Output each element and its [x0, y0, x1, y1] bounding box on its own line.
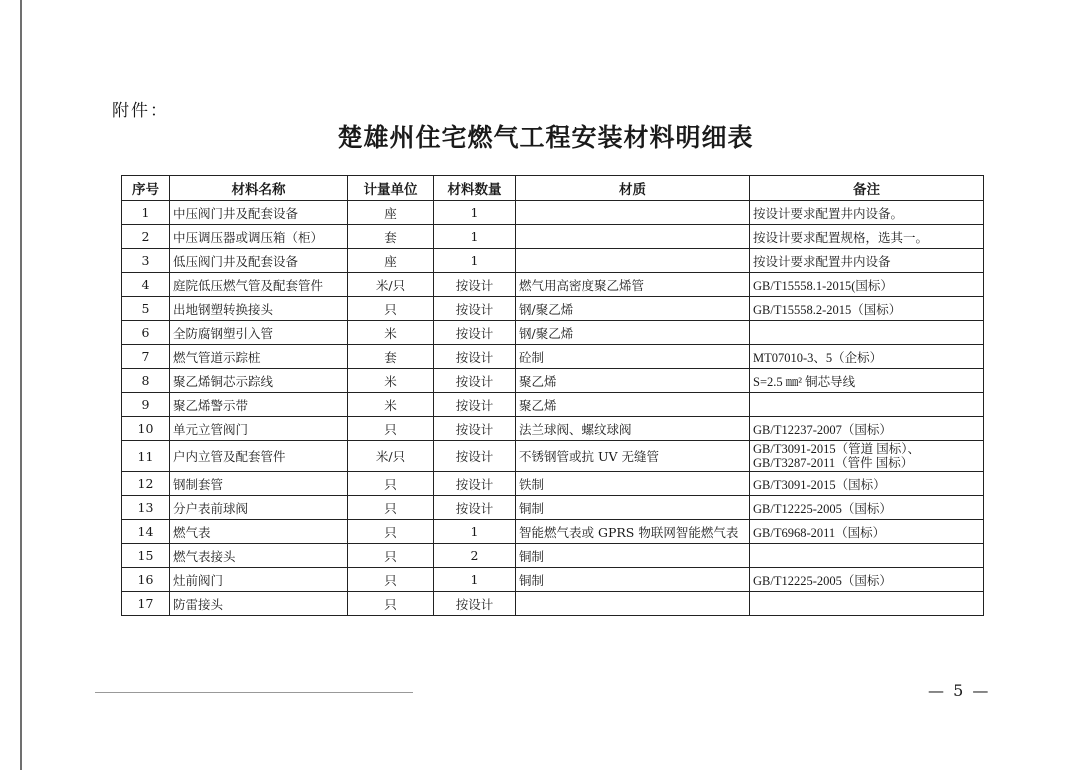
table-row	[122, 496, 984, 520]
cell-material: 铁制	[516, 472, 750, 496]
cell-name: 钢制套管	[170, 472, 348, 496]
cell-note: 按设计要求配置井内设备	[750, 249, 984, 273]
cell-name: 单元立管阀门	[170, 417, 348, 441]
cell-no: 9	[122, 393, 170, 417]
materials-table	[121, 175, 984, 616]
cell-note: GB/T12237-2007（国标）	[750, 417, 984, 441]
cell-material: 钢/聚乙烯	[516, 297, 750, 321]
cell-name: 全防腐钢塑引入管	[170, 321, 348, 345]
cell-qty: 按设计	[434, 393, 516, 417]
cell-no: 10	[122, 417, 170, 441]
table-row	[122, 544, 984, 568]
cell-qty: 按设计	[434, 592, 516, 616]
cell-qty: 1	[434, 249, 516, 273]
cell-unit: 只	[348, 417, 434, 441]
cell-qty: 1	[434, 225, 516, 249]
cell-name: 防雷接头	[170, 592, 348, 616]
cell-unit: 只	[348, 568, 434, 592]
cell-note: GB/T15558.2-2015（国标）	[750, 297, 984, 321]
cell-qty: 按设计	[434, 297, 516, 321]
cell-unit: 米	[348, 393, 434, 417]
cell-note	[750, 441, 984, 472]
cell-name: 庭院低压燃气管及配套管件	[170, 273, 348, 297]
cell-note: GB/T6968-2011（国标）	[750, 520, 984, 544]
table-row	[122, 520, 984, 544]
table-row	[122, 417, 984, 441]
cell-material	[516, 249, 750, 273]
cell-name: 中压阀门井及配套设备	[170, 201, 348, 225]
table-row	[122, 225, 984, 249]
cell-note-line-1: GB/T3091-2015（管道 国标）、	[753, 442, 921, 456]
cell-unit: 座	[348, 249, 434, 273]
page-number: — 5 —	[928, 681, 991, 700]
cell-no: 14	[122, 520, 170, 544]
cell-note: GB/T15558.1-2015(国标）	[750, 273, 984, 297]
scan-edge-line	[20, 0, 22, 770]
header-cell-unit: 计量单位	[348, 176, 434, 201]
cell-no: 17	[122, 592, 170, 616]
cell-qty: 1	[434, 201, 516, 225]
cell-note	[750, 321, 984, 345]
cell-material	[516, 592, 750, 616]
cell-material	[516, 201, 750, 225]
cell-note: GB/T12225-2005（国标）	[750, 568, 984, 592]
cell-note: MT07010-3、5（企标）	[750, 345, 984, 369]
cell-name: 分户表前球阀	[170, 496, 348, 520]
cell-name: 聚乙烯警示带	[170, 393, 348, 417]
cell-name: 户内立管及配套管件	[170, 441, 348, 472]
cell-note: 按设计要求配置井内设备。	[750, 201, 984, 225]
header-cell-qty: 材料数量	[434, 176, 516, 201]
annex-label: 附件：	[112, 101, 169, 121]
cell-material: 铜制	[516, 568, 750, 592]
cell-note	[750, 393, 984, 417]
cell-no: 13	[122, 496, 170, 520]
table-row	[122, 321, 984, 345]
cell-note: GB/T3091-2015（国标）	[750, 472, 984, 496]
cell-material: 法兰球阀、螺纹球阀	[516, 417, 750, 441]
cell-qty: 按设计	[434, 321, 516, 345]
cell-note: S=2.5 ㎜² 铜芯导线	[750, 369, 984, 393]
table-row	[122, 441, 984, 472]
table-row	[122, 273, 984, 297]
cell-name: 中压调压器或调压箱（柜）	[170, 225, 348, 249]
cell-unit: 只	[348, 297, 434, 321]
cell-name: 燃气表	[170, 520, 348, 544]
cell-no: 2	[122, 225, 170, 249]
cell-unit: 只	[348, 496, 434, 520]
cell-name: 燃气表接头	[170, 544, 348, 568]
cell-no: 11	[122, 441, 170, 472]
cell-name: 聚乙烯铜芯示踪线	[170, 369, 348, 393]
cell-material: 智能燃气表或 GPRS 物联网智能燃气表	[516, 520, 750, 544]
cell-qty: 按设计	[434, 417, 516, 441]
cell-material: 聚乙烯	[516, 393, 750, 417]
cell-name: 燃气管道示踪桩	[170, 345, 348, 369]
cell-no: 12	[122, 472, 170, 496]
cell-qty: 按设计	[434, 369, 516, 393]
cell-name: 灶前阀门	[170, 568, 348, 592]
cell-unit: 只	[348, 544, 434, 568]
cell-name: 低压阀门井及配套设备	[170, 249, 348, 273]
cell-material: 不锈钢管或抗 UV 无缝管	[516, 441, 750, 472]
table-header-row	[122, 176, 984, 201]
table-row	[122, 472, 984, 496]
cell-qty: 2	[434, 544, 516, 568]
table-row	[122, 297, 984, 321]
header-cell-name: 材料名称	[170, 176, 348, 201]
cell-no: 3	[122, 249, 170, 273]
cell-note: GB/T12225-2005（国标）	[750, 496, 984, 520]
table-row	[122, 345, 984, 369]
cell-no: 6	[122, 321, 170, 345]
cell-qty: 按设计	[434, 273, 516, 297]
cell-qty: 按设计	[434, 345, 516, 369]
cell-unit: 套	[348, 225, 434, 249]
cell-no: 1	[122, 201, 170, 225]
cell-qty: 按设计	[434, 472, 516, 496]
cell-material	[516, 225, 750, 249]
table-row	[122, 201, 984, 225]
cell-no: 7	[122, 345, 170, 369]
cell-material: 砼制	[516, 345, 750, 369]
cell-material: 铜制	[516, 496, 750, 520]
cell-unit: 米	[348, 369, 434, 393]
page-title: 楚雄州住宅燃气工程安装材料明细表	[337, 123, 754, 152]
cell-note: 按设计要求配置规格，选其一。	[750, 225, 984, 249]
cell-no: 8	[122, 369, 170, 393]
header-cell-material: 材质	[516, 176, 750, 201]
cell-qty: 按设计	[434, 441, 516, 472]
footer-divider	[95, 692, 413, 693]
cell-qty: 1	[434, 568, 516, 592]
cell-qty: 按设计	[434, 496, 516, 520]
cell-unit: 座	[348, 201, 434, 225]
cell-unit: 只	[348, 472, 434, 496]
cell-unit: 米	[348, 321, 434, 345]
cell-unit: 套	[348, 345, 434, 369]
cell-unit: 米/只	[348, 273, 434, 297]
header-cell-no: 序号	[122, 176, 170, 201]
table-row	[122, 568, 984, 592]
cell-material: 聚乙烯	[516, 369, 750, 393]
cell-no: 4	[122, 273, 170, 297]
table-row	[122, 393, 984, 417]
cell-material: 燃气用高密度聚乙烯管	[516, 273, 750, 297]
cell-material: 钢/聚乙烯	[516, 321, 750, 345]
cell-no: 16	[122, 568, 170, 592]
table-row	[122, 369, 984, 393]
cell-unit: 米/只	[348, 441, 434, 472]
cell-no: 5	[122, 297, 170, 321]
cell-note	[750, 544, 984, 568]
cell-unit: 只	[348, 592, 434, 616]
cell-note	[750, 592, 984, 616]
cell-material: 铜制	[516, 544, 750, 568]
cell-name: 出地钢塑转换接头	[170, 297, 348, 321]
table-row	[122, 249, 984, 273]
cell-unit: 只	[348, 520, 434, 544]
table-row	[122, 592, 984, 616]
cell-no: 15	[122, 544, 170, 568]
cell-note-line-2: GB/T3287-2011（管件 国标）	[753, 456, 914, 470]
header-cell-note: 备注	[750, 176, 984, 201]
cell-qty: 1	[434, 520, 516, 544]
